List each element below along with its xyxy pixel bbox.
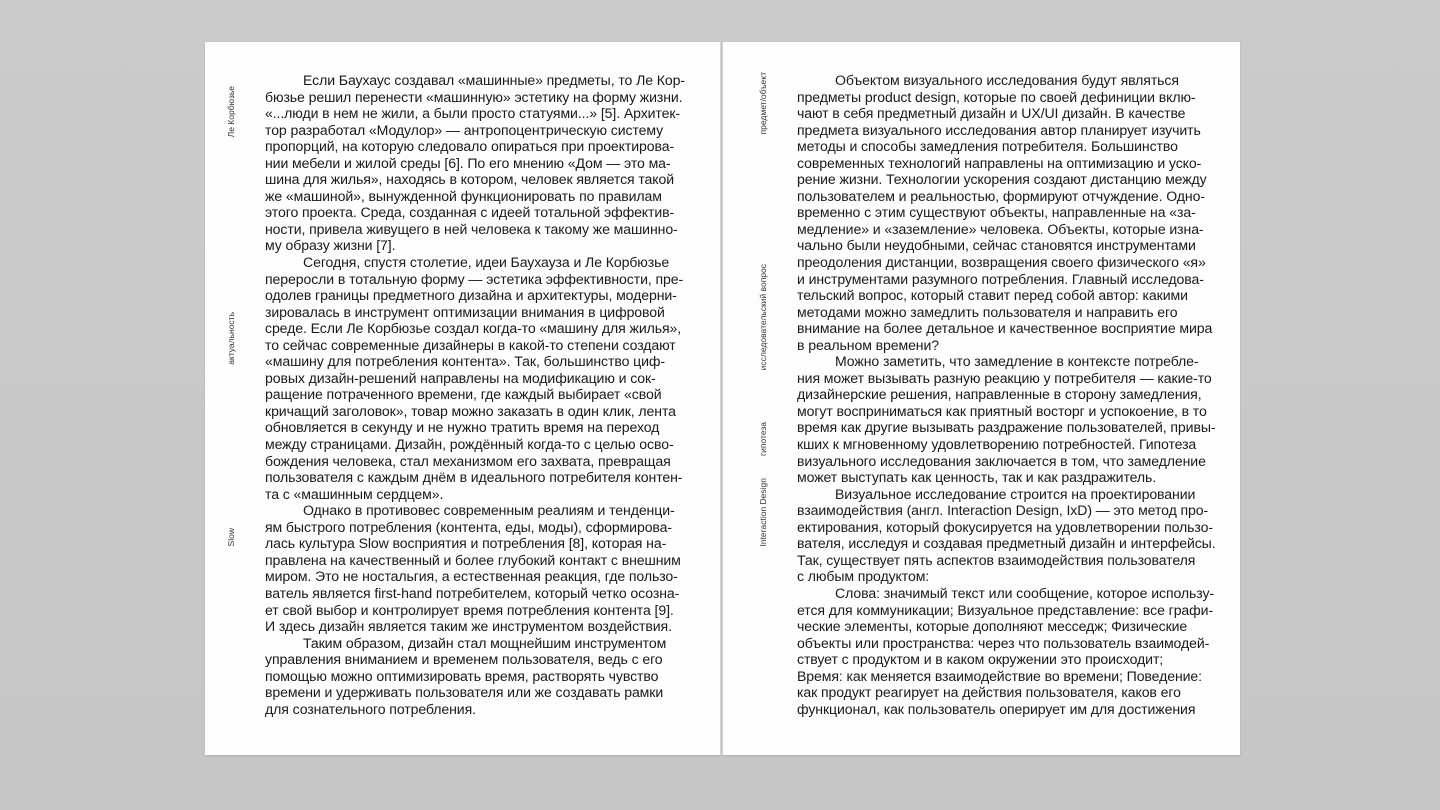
text-line: предметы product design, которые по своей дефиниции вклю- <box>797 88 1196 105</box>
text-line: кричащий заголовок», товар можно заказать в один клик, лента <box>265 402 676 419</box>
text-line: Время: как меняется взаимодействие во времени; Поведение: <box>797 667 1202 684</box>
paragraph <box>265 635 689 718</box>
paragraph <box>265 502 689 634</box>
text-line: в реальном времени? <box>797 336 939 353</box>
text-line: «машину для потребления контента». Так, большинство циф- <box>265 353 665 370</box>
text-line: между страницами. Дизайн, рождённый когда-то с целью осво- <box>265 436 674 453</box>
text-line: взаимодействия (англ. Interaction Design, IxD) — это метод про- <box>797 502 1209 519</box>
text-line: время как другие вызывать раздражение пользователей, привы- <box>797 419 1216 436</box>
text-line: то сейчас современные дизайнеры в какой-то степени создают <box>265 336 676 353</box>
text-line: функционал, как пользователь оперирует им для достижения <box>797 700 1196 717</box>
text-line: времени и удерживать пользователя или же создавать рамки <box>265 684 664 701</box>
text-line: ровых дизайн-решений направлены на модификацию и сок- <box>265 369 656 386</box>
text-line: временно с этим существуют объекты, направленные на «за- <box>797 204 1196 221</box>
text-line: переросли в тотальную форму — эстетика эффективности, пре- <box>265 270 684 287</box>
text-line: преодоления дистанции, возвращения своего физического «я» <box>797 254 1206 271</box>
text-line: ется для коммуникации; Визуальное представление: все графи- <box>797 601 1214 618</box>
text-line: «...люди в нем не жили, а были просто статуями...» [5]. Архитек- <box>265 105 681 122</box>
text-line: пользователем и реальностью, формируют отчуждение. Одно- <box>797 187 1205 204</box>
text-line: дизайнерские решения, направленные в сторону замедления, <box>797 386 1202 403</box>
text-line: Объектом визуального исследования будут являться <box>835 72 1179 88</box>
text-line: кших к мгновенному удовлетворению потребностей. Гипотеза <box>797 436 1197 453</box>
side-label-le-corbusier: Ле Корбюзье <box>226 86 236 138</box>
text-line: Визуальное исследование строится на проектировании <box>835 485 1196 502</box>
text-line: предмета визуального исследования автор планирует изучить <box>797 121 1201 138</box>
text-line: бождения человека, стал механизмом его захвата, превращая <box>265 452 671 469</box>
text-line: зировалась в инструмент оптимизации внимания в цифровой <box>265 303 665 320</box>
text-line: Сегодня, спустя столетие, идеи Баухауза и Ле Корбюзье <box>303 254 670 271</box>
text-line: ния может вызывать разную реакцию у потребителя — какие-то <box>797 369 1212 386</box>
side-label-interaction-design: Interaction Design <box>758 478 768 547</box>
text-line: одолев границы предметного дизайна и архитектуры, модерни- <box>265 287 677 304</box>
text-line: И здесь дизайн является таким же инструментом воздействия. <box>265 618 672 635</box>
text-line: му образу жизни [7]. <box>265 237 396 254</box>
text-line: Слова: значимый текст или сообщение, которое использу- <box>835 584 1215 601</box>
text-line: рение жизни. Технологии ускорения создают дистанцию между <box>797 171 1207 188</box>
paragraph <box>797 72 1217 353</box>
text-line: и инструментами разумного потребления. Главный исследова- <box>797 270 1204 287</box>
paragraph <box>265 254 689 502</box>
left-body-text <box>265 72 689 717</box>
text-line: могут восприниматься как приятный восторг и успокоение, в то <box>797 402 1207 419</box>
text-line: как продукт реагирует на действия пользователя, каков его <box>797 684 1181 701</box>
text-line: ям быстрого потребления (контента, еды, моды), сформирова- <box>265 518 672 535</box>
text-line: среде. Если Ле Корбюзье создал когда-то «машину для жилья», <box>265 320 682 337</box>
text-line: ности, привела живущего в ней человека к такому же машинно- <box>265 220 678 237</box>
paragraph <box>797 353 1217 485</box>
text-line: медление» и «заземление» человека. Объекты, которые изна- <box>797 220 1204 237</box>
text-line: бюзье решил перенести «машинную» эстетику на форму жизни. <box>265 88 683 105</box>
right-page <box>723 42 1240 755</box>
text-line: правлена на качественный и более глубокий контакт с внешним <box>265 551 681 568</box>
text-line: вателя, исследуя и создавая предметный дизайн и интерфейсы. <box>797 535 1216 552</box>
text-line: для сознательного потребления. <box>265 700 476 717</box>
text-line: тельский вопрос, который ставит перед собой автор: какими <box>797 287 1188 304</box>
text-line: чают в себя предметный дизайн и UX/UI дизайн. В качестве <box>797 105 1186 122</box>
text-line: методы и способы замедления потребителя. Большинство <box>797 138 1178 155</box>
text-line: может выступать как ценность, так и как раздражитель. <box>797 469 1157 486</box>
text-line: управления вниманием и временем пользователя, ведь с его <box>265 651 663 668</box>
text-line: ствует с продуктом и в каком окружении это происходит; <box>797 651 1164 668</box>
left-page <box>205 42 721 755</box>
text-line: объекты или пространства: через что пользователь взаимодей- <box>797 634 1210 651</box>
text-line: ращение потраченного времени, где каждый выбирает «свой <box>265 386 662 403</box>
text-line: современных технологий направлены на оптимизацию и уско- <box>797 154 1202 171</box>
text-line: чально были неудобными, сейчас становятся инструментами <box>797 237 1196 254</box>
side-label-subject-object: предмет/объект <box>758 72 768 135</box>
text-line: обновляется в секунду и не нужно тратить время на переход <box>265 419 660 436</box>
text-line: Таким образом, дизайн стал мощнейшим инструментом <box>303 634 667 651</box>
text-line: лась культура Slow восприятия и потребления [8], которая на- <box>265 535 667 552</box>
text-line: помощью можно оптимизировать время, растворять чувство <box>265 667 659 684</box>
right-body-text <box>797 72 1217 717</box>
text-line: Можно заметить, что замедление в контексте потребле- <box>835 353 1199 370</box>
text-line: Так, существует пять аспектов взаимодействия пользователя <box>797 551 1196 568</box>
text-line: тор разработал «Модулор» — антропоцентрическую систему <box>265 121 664 138</box>
text-line: Однако в противовес современным реалиям и тенденци- <box>303 502 675 519</box>
text-line: Если Баухаус создавал «машинные» предметы, то Ле Кор- <box>303 72 685 88</box>
side-label-relevance: актуальность <box>226 312 236 365</box>
side-label-slow: Slow <box>226 528 236 547</box>
text-line: визуального исследования заключается в том, что замедление <box>797 452 1206 469</box>
text-line: пользователя с каждым днём в идеального потребителя контен- <box>265 469 683 486</box>
text-line: миром. Это не ностальгия, а естественная реакция, где пользо- <box>265 568 678 585</box>
text-line: та с «машинным сердцем». <box>265 485 444 502</box>
paragraph <box>797 486 1217 585</box>
text-line: ватель является first-hand потребителем, который четко осозна- <box>265 584 680 601</box>
text-line: с любым продуктом: <box>797 568 930 585</box>
side-label-hypothesis: гипотеза <box>758 422 768 456</box>
text-line: методами можно замедлить пользователя и направить его <box>797 303 1178 320</box>
text-line: внимание на более детальное и качественное восприятие мира <box>797 320 1213 337</box>
text-line: же «машиной», вынужденной функционировать по правилам <box>265 187 662 204</box>
text-line: ческие элементы, которые дополняют месседж; Физические <box>797 618 1188 635</box>
paragraph <box>797 585 1217 717</box>
text-line: ектирования, который фокусируется на удовлетворении пользо- <box>797 518 1213 535</box>
text-line: этого проекта. Среда, созданная с идеей тотальной эффектив- <box>265 204 675 221</box>
text-line: шина для жилья», находясь в котором, человек является такой <box>265 171 675 188</box>
text-line: пропорций, на которую следовало опираться при проектирова- <box>265 138 675 155</box>
text-line: ет свой выбор и контролирует время потребления контента [9]. <box>265 601 674 618</box>
text-line: нии мебели и жилой среды [6]. По его мнению «Дом — это ма- <box>265 154 671 171</box>
paragraph <box>265 72 689 254</box>
side-label-research-question: исследовательский вопрос <box>758 264 768 371</box>
